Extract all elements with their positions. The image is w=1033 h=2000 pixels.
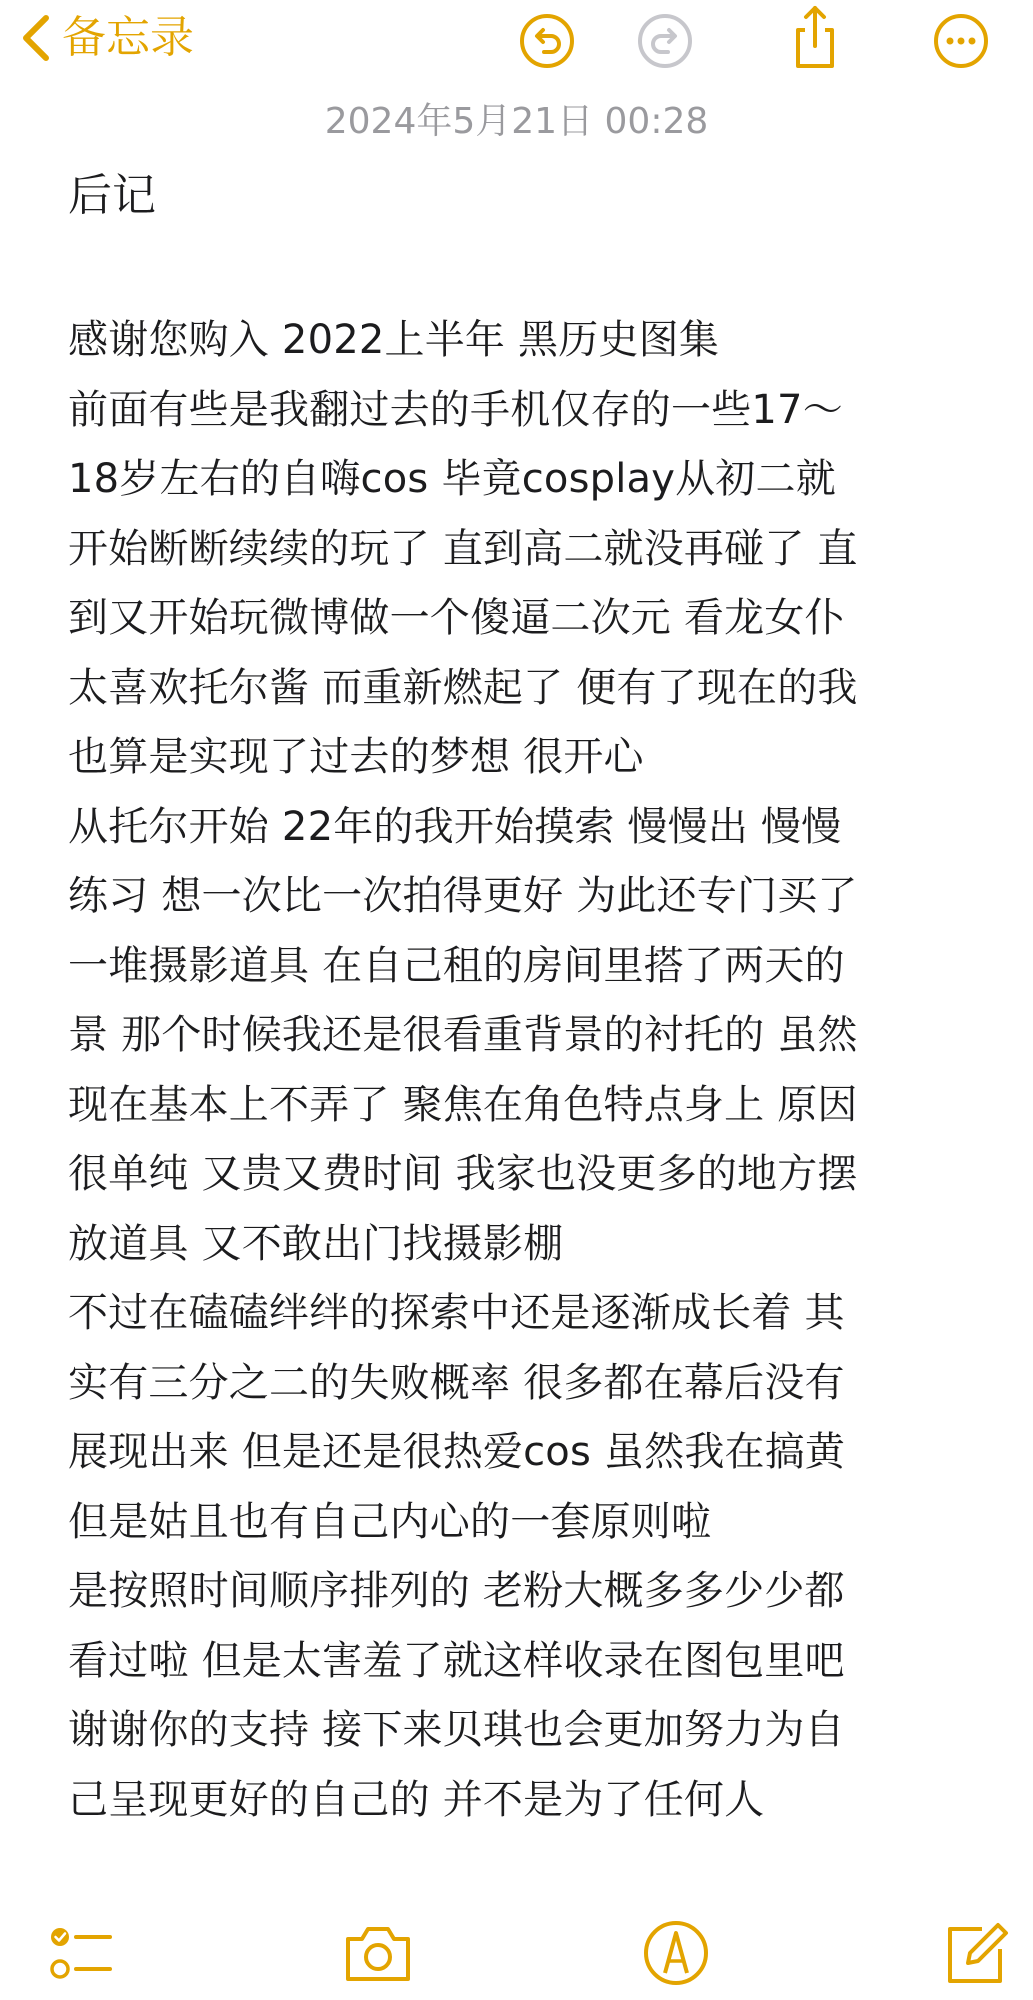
note-line: 是按照时间顺序排列的 老粉大概多多少少都 [68,1568,845,1614]
compose-button[interactable] [938,1915,1014,1991]
note-line: 但是姑且也有自己内心的一套原则啦 [68,1498,712,1545]
note-line: 太喜欢托尔酱 而重新燃起了 便有了现在的我 [68,664,858,711]
share-icon [786,4,844,70]
note-line: 18岁左右的自嗨cos 毕竟cosplay从初二就 [68,456,836,502]
camera-icon [340,1915,416,1991]
note-line: 到又开始玩微博做一个傻逼二次元 看龙女仆 [68,595,845,641]
checklist-button[interactable] [42,1915,118,1991]
note-line: 也算是实现了过去的梦想 很开心 [68,734,644,780]
note-line: 开始断断续续的玩了 直到高二就没再碰了 直 [68,525,858,572]
note-line: 一堆摄影道具 在自己租的房间里搭了两天的 [68,942,845,989]
note-line: 展现出来 但是还是很热爱cos 虽然我在搞黄 [68,1429,846,1475]
note-line: 实有三分之二的失败概率 很多都在幕后没有 [68,1359,845,1406]
compose-icon [938,1915,1014,1991]
note-body[interactable] [68,306,998,1835]
undo-icon [518,12,576,70]
note-timestamp: 2024年5月21日 00:28 [324,101,709,142]
note-line: 从托尔开始 22年的我开始摸索 慢慢出 慢慢 [68,803,842,850]
nav-bar [0,0,1033,90]
camera-button[interactable] [340,1915,416,1991]
note-line: 放道具 又不敢出门找摄影棚 [68,1220,564,1267]
note-line: 练习 想一次比一次拍得更好 为此还专门买了 [68,873,858,919]
note-line: 前面有些是我翻过去的手机仅存的一些17～ [68,386,843,433]
checklist-icon [42,1915,118,1991]
note-line: 看过啦 但是太害羞了就这样收录在图包里吧 [68,1637,845,1684]
note-line: 己呈现更好的自己的 并不是为了任何人 [68,1776,765,1823]
redo-button[interactable] [636,12,694,70]
markup-button[interactable] [638,1915,714,1991]
back-label: 备忘录 [62,12,194,63]
note-editor[interactable] [68,168,998,1835]
note-title[interactable]: 后记 [68,170,156,221]
more-button[interactable] [932,12,990,70]
markup-icon [638,1915,714,1991]
note-line: 现在基本上不弄了 聚焦在角色特点身上 原因 [68,1081,858,1128]
back-button[interactable] [18,8,194,68]
note-line: 不过在磕磕绊绊的探索中还是逐渐成长着 其 [68,1290,845,1336]
note-line: 景 那个时候我还是很看重背景的衬托的 虽然 [68,1012,858,1058]
note-line: 谢谢你的支持 接下来贝琪也会更加努力为自 [68,1707,845,1753]
undo-button[interactable] [518,12,576,70]
note-line: 感谢您购入 2022上半年 黑历史图集 [68,317,720,363]
more-icon [932,12,990,70]
redo-icon [636,12,694,70]
share-button[interactable] [786,4,844,70]
note-line: 很单纯 又贵又费时间 我家也没更多的地方摆 [68,1151,858,1197]
chevron-left-icon [18,12,52,64]
bottom-toolbar [0,1915,1033,1995]
